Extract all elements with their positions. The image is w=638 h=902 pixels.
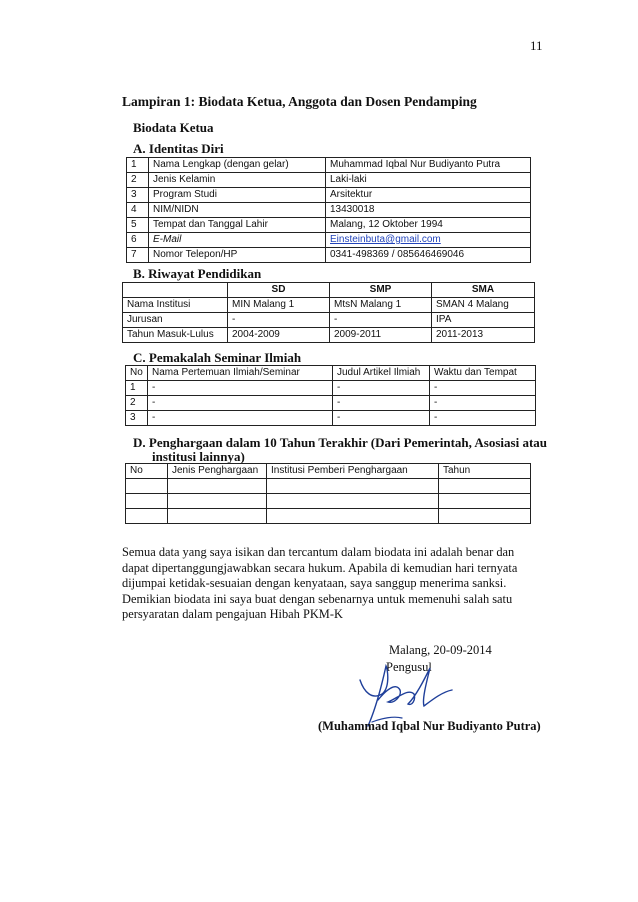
table-cell: MtsN Malang 1 <box>330 298 432 313</box>
table-cell: IPA <box>432 313 535 328</box>
column-header: No <box>126 366 148 381</box>
section-d-heading-continued: institusi lainnya) <box>152 449 245 464</box>
statement-line: dapat dipertanggungjawabkan secara hukum. Apabila di kemudian hari ternyata <box>122 560 518 575</box>
row-number: 3 <box>126 411 148 426</box>
field-value: 13430018 <box>326 203 531 218</box>
row-number: 3 <box>127 188 149 203</box>
field-label: Nomor Telepon/HP <box>149 248 326 263</box>
education-table <box>122 282 535 343</box>
field-label: Jenis Kelamin <box>149 173 326 188</box>
column-header: Tahun <box>439 464 531 479</box>
table-row <box>126 479 531 494</box>
table-cell: MIN Malang 1 <box>228 298 330 313</box>
section-a-heading: A. Identitas Diri <box>133 141 224 156</box>
table-cell <box>439 479 531 494</box>
table-cell <box>126 509 168 524</box>
row-number: 5 <box>127 218 149 233</box>
field-label: E-Mail <box>149 233 326 248</box>
column-header: Nama Pertemuan Ilmiah/Seminar <box>148 366 333 381</box>
section-c-heading: C. Pemakalah Seminar Ilmiah <box>133 350 302 365</box>
row-label: Tahun Masuk-Lulus <box>123 328 228 343</box>
table-row <box>126 494 531 509</box>
column-header: Jenis Penghargaan <box>168 464 267 479</box>
column-header: Institusi Pemberi Penghargaan <box>267 464 439 479</box>
field-label: Program Studi <box>149 188 326 203</box>
signature-city-date: Malang, 20-09-2014 <box>389 643 492 657</box>
table-row <box>127 158 531 173</box>
statement-line: persyaratan dalam pengajuan Hibah PKM-K <box>122 607 343 621</box>
field-value: 0341-498369 / 085646469046 <box>326 248 531 263</box>
row-label: Jurusan <box>123 313 228 328</box>
statement-line: dijumpai ketidak-sesuaian dengan kenyataan, saya sanggup menerima sanksi. <box>122 576 507 590</box>
table-cell: - <box>430 381 536 396</box>
table-header-row <box>126 464 531 479</box>
table-cell <box>126 494 168 509</box>
table-cell <box>267 479 439 494</box>
awards-table <box>125 463 531 524</box>
field-label: Tempat dan Tanggal Lahir <box>149 218 326 233</box>
table-row <box>127 218 531 233</box>
table-cell <box>267 494 439 509</box>
field-value: Malang, 12 Oktober 1994 <box>326 218 531 233</box>
section-subtitle: Biodata Ketua <box>133 120 214 135</box>
declaration-statement <box>122 545 532 623</box>
table-cell: SMAN 4 Malang <box>432 298 535 313</box>
column-header <box>123 283 228 298</box>
table-row <box>126 509 531 524</box>
row-number: 7 <box>127 248 149 263</box>
table-cell: - <box>148 411 333 426</box>
field-value: Muhammad Iqbal Nur Budiyanto Putra <box>326 158 531 173</box>
row-label: Nama Institusi <box>123 298 228 313</box>
row-number: 1 <box>127 158 149 173</box>
row-number: 2 <box>127 173 149 188</box>
row-number: 2 <box>126 396 148 411</box>
table-row <box>127 173 531 188</box>
table-cell: - <box>148 396 333 411</box>
table-row <box>123 298 535 313</box>
column-header: SMP <box>330 283 432 298</box>
table-row <box>126 381 536 396</box>
section-d-heading: D. Penghargaan dalam 10 Tahun Terakhir (Dari Pemerintah, Asosiasi atau <box>133 435 548 450</box>
table-cell <box>168 509 267 524</box>
table-cell: - <box>148 381 333 396</box>
identity-table <box>126 157 531 263</box>
row-number: 1 <box>126 381 148 396</box>
table-row <box>127 233 531 248</box>
table-row <box>123 328 535 343</box>
row-number: 6 <box>127 233 149 248</box>
column-header: Judul Artikel Ilmiah <box>333 366 430 381</box>
table-cell: - <box>430 411 536 426</box>
field-value: Arsitektur <box>326 188 531 203</box>
table-header-row <box>126 366 536 381</box>
statement-line: Semua data yang saya isikan dan tercantum dalam biodata ini adalah benar dan <box>122 545 515 559</box>
table-row <box>127 203 531 218</box>
table-cell: - <box>333 411 430 426</box>
table-row <box>126 396 536 411</box>
table-cell: - <box>430 396 536 411</box>
table-cell <box>168 494 267 509</box>
table-row <box>127 248 531 263</box>
table-row <box>127 188 531 203</box>
section-b-heading: B. Riwayat Pendidikan <box>133 266 262 281</box>
column-header: No <box>126 464 168 479</box>
table-cell: 2009-2011 <box>330 328 432 343</box>
table-cell <box>168 479 267 494</box>
table-cell: 2004-2009 <box>228 328 330 343</box>
table-cell: - <box>228 313 330 328</box>
field-value: Laki-laki <box>326 173 531 188</box>
seminar-table <box>125 365 536 426</box>
signer-role: Pengusul <box>386 660 432 674</box>
email-value-cell <box>326 233 531 248</box>
signer-name: (Muhammad Iqbal Nur Budiyanto Putra) <box>318 719 541 733</box>
table-cell <box>267 509 439 524</box>
column-header: Waktu dan Tempat <box>430 366 536 381</box>
page-number: 11 <box>530 38 543 53</box>
table-cell <box>439 494 531 509</box>
table-cell: 2011-2013 <box>432 328 535 343</box>
column-header: SMA <box>432 283 535 298</box>
table-row <box>123 313 535 328</box>
statement-line: Demikian biodata ini saya buat dengan sebenarnya untuk memenuhi salah satu <box>122 591 513 606</box>
table-row <box>126 411 536 426</box>
column-header: SD <box>228 283 330 298</box>
email-link[interactable]: Einsteinbuta@gmail.com <box>330 234 441 245</box>
row-number: 4 <box>127 203 149 218</box>
table-cell <box>126 479 168 494</box>
table-cell: - <box>333 381 430 396</box>
table-header-row <box>123 283 535 298</box>
field-label: Nama Lengkap (dengan gelar) <box>149 158 326 173</box>
table-cell: - <box>330 313 432 328</box>
field-label: NIM/NIDN <box>149 203 326 218</box>
table-cell <box>439 509 531 524</box>
table-cell: - <box>333 396 430 411</box>
page-title: Lampiran 1: Biodata Ketua, Anggota dan Dosen Pendamping <box>122 94 477 109</box>
